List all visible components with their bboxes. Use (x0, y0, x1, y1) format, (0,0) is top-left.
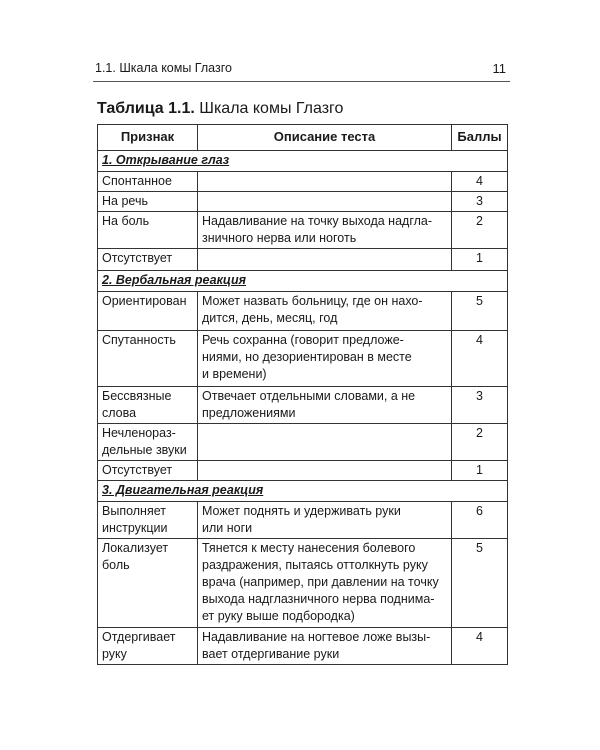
section-row (98, 481, 508, 502)
sign-cell: Ориентирован (98, 292, 198, 331)
section-title: 2. Вербальная реакция (98, 271, 508, 292)
sign-cell: Спутанность (98, 331, 198, 387)
glasgow-coma-scale-table (97, 124, 508, 665)
description-cell: Может назвать больницу, где он нахо- дится, день, месяц, год (198, 292, 452, 331)
page-number: 11 (492, 61, 506, 76)
score-cell: 5 (452, 539, 508, 628)
table-row (98, 212, 508, 249)
description-cell (198, 172, 452, 192)
description-cell: Тянется к месту нанесения болевого раздражения, пытаясь оттолкнуть руку врача (например, при давлении на точку выхода надглазничного нерва поднима- ет руку выше подбородка) (198, 539, 452, 628)
score-cell: 5 (452, 292, 508, 331)
score-cell: 4 (452, 628, 508, 665)
table-row (98, 192, 508, 212)
score-cell: 2 (452, 212, 508, 249)
sign-cell: Отсутствует (98, 249, 198, 271)
column-header-sign: Признак (98, 125, 198, 151)
sign-cell: Отдергивает руку (98, 628, 198, 665)
table-row (98, 249, 508, 271)
table-row (98, 387, 508, 424)
score-cell: 4 (452, 331, 508, 387)
sign-cell: Отсутствует (98, 461, 198, 481)
table-caption (97, 100, 343, 118)
table-caption-title: Шкала комы Глазго (199, 100, 344, 117)
table-row (98, 172, 508, 192)
description-cell (198, 249, 452, 271)
score-cell: 2 (452, 424, 508, 461)
table-row (98, 502, 508, 539)
running-header (93, 59, 510, 82)
column-header-description: Описание теста (198, 125, 452, 151)
sign-cell: Локализует боль (98, 539, 198, 628)
description-cell: Надавливание на ногтевое ложе вызы- вает отдергивание руки (198, 628, 452, 665)
table-header-row (98, 125, 508, 151)
score-cell: 1 (452, 461, 508, 481)
section-row (98, 271, 508, 292)
sign-cell: Нечленораз- дельные звуки (98, 424, 198, 461)
score-cell: 4 (452, 172, 508, 192)
section-title: 1. Открывание глаз (98, 151, 508, 172)
description-cell (198, 461, 452, 481)
score-cell: 3 (452, 387, 508, 424)
score-cell: 1 (452, 249, 508, 271)
description-cell: Может поднять и удерживать руки или ноги (198, 502, 452, 539)
section-row (98, 151, 508, 172)
table-caption-label: Таблица 1.1. (97, 100, 195, 117)
table-row (98, 424, 508, 461)
table-row (98, 292, 508, 331)
running-header-section: 1.1. Шкала комы Глазго (95, 61, 232, 75)
table-row (98, 628, 508, 665)
description-cell (198, 192, 452, 212)
section-title: 3. Двигательная реакция (98, 481, 508, 502)
sign-cell: На речь (98, 192, 198, 212)
score-cell: 3 (452, 192, 508, 212)
table-row (98, 539, 508, 628)
column-header-score: Баллы (452, 125, 508, 151)
description-cell: Надавливание на точку выхода надгла- зничного нерва или ноготь (198, 212, 452, 249)
table-row (98, 461, 508, 481)
sign-cell: Спонтанное (98, 172, 198, 192)
description-cell: Речь сохранна (говорит предложе- ниями, но дезориентирован в месте и времени) (198, 331, 452, 387)
sign-cell: На боль (98, 212, 198, 249)
description-cell: Отвечает отдельными словами, а не предложениями (198, 387, 452, 424)
table-row (98, 331, 508, 387)
sign-cell: Бессвязные слова (98, 387, 198, 424)
score-cell: 6 (452, 502, 508, 539)
sign-cell: Выполняет инструкции (98, 502, 198, 539)
description-cell (198, 424, 452, 461)
